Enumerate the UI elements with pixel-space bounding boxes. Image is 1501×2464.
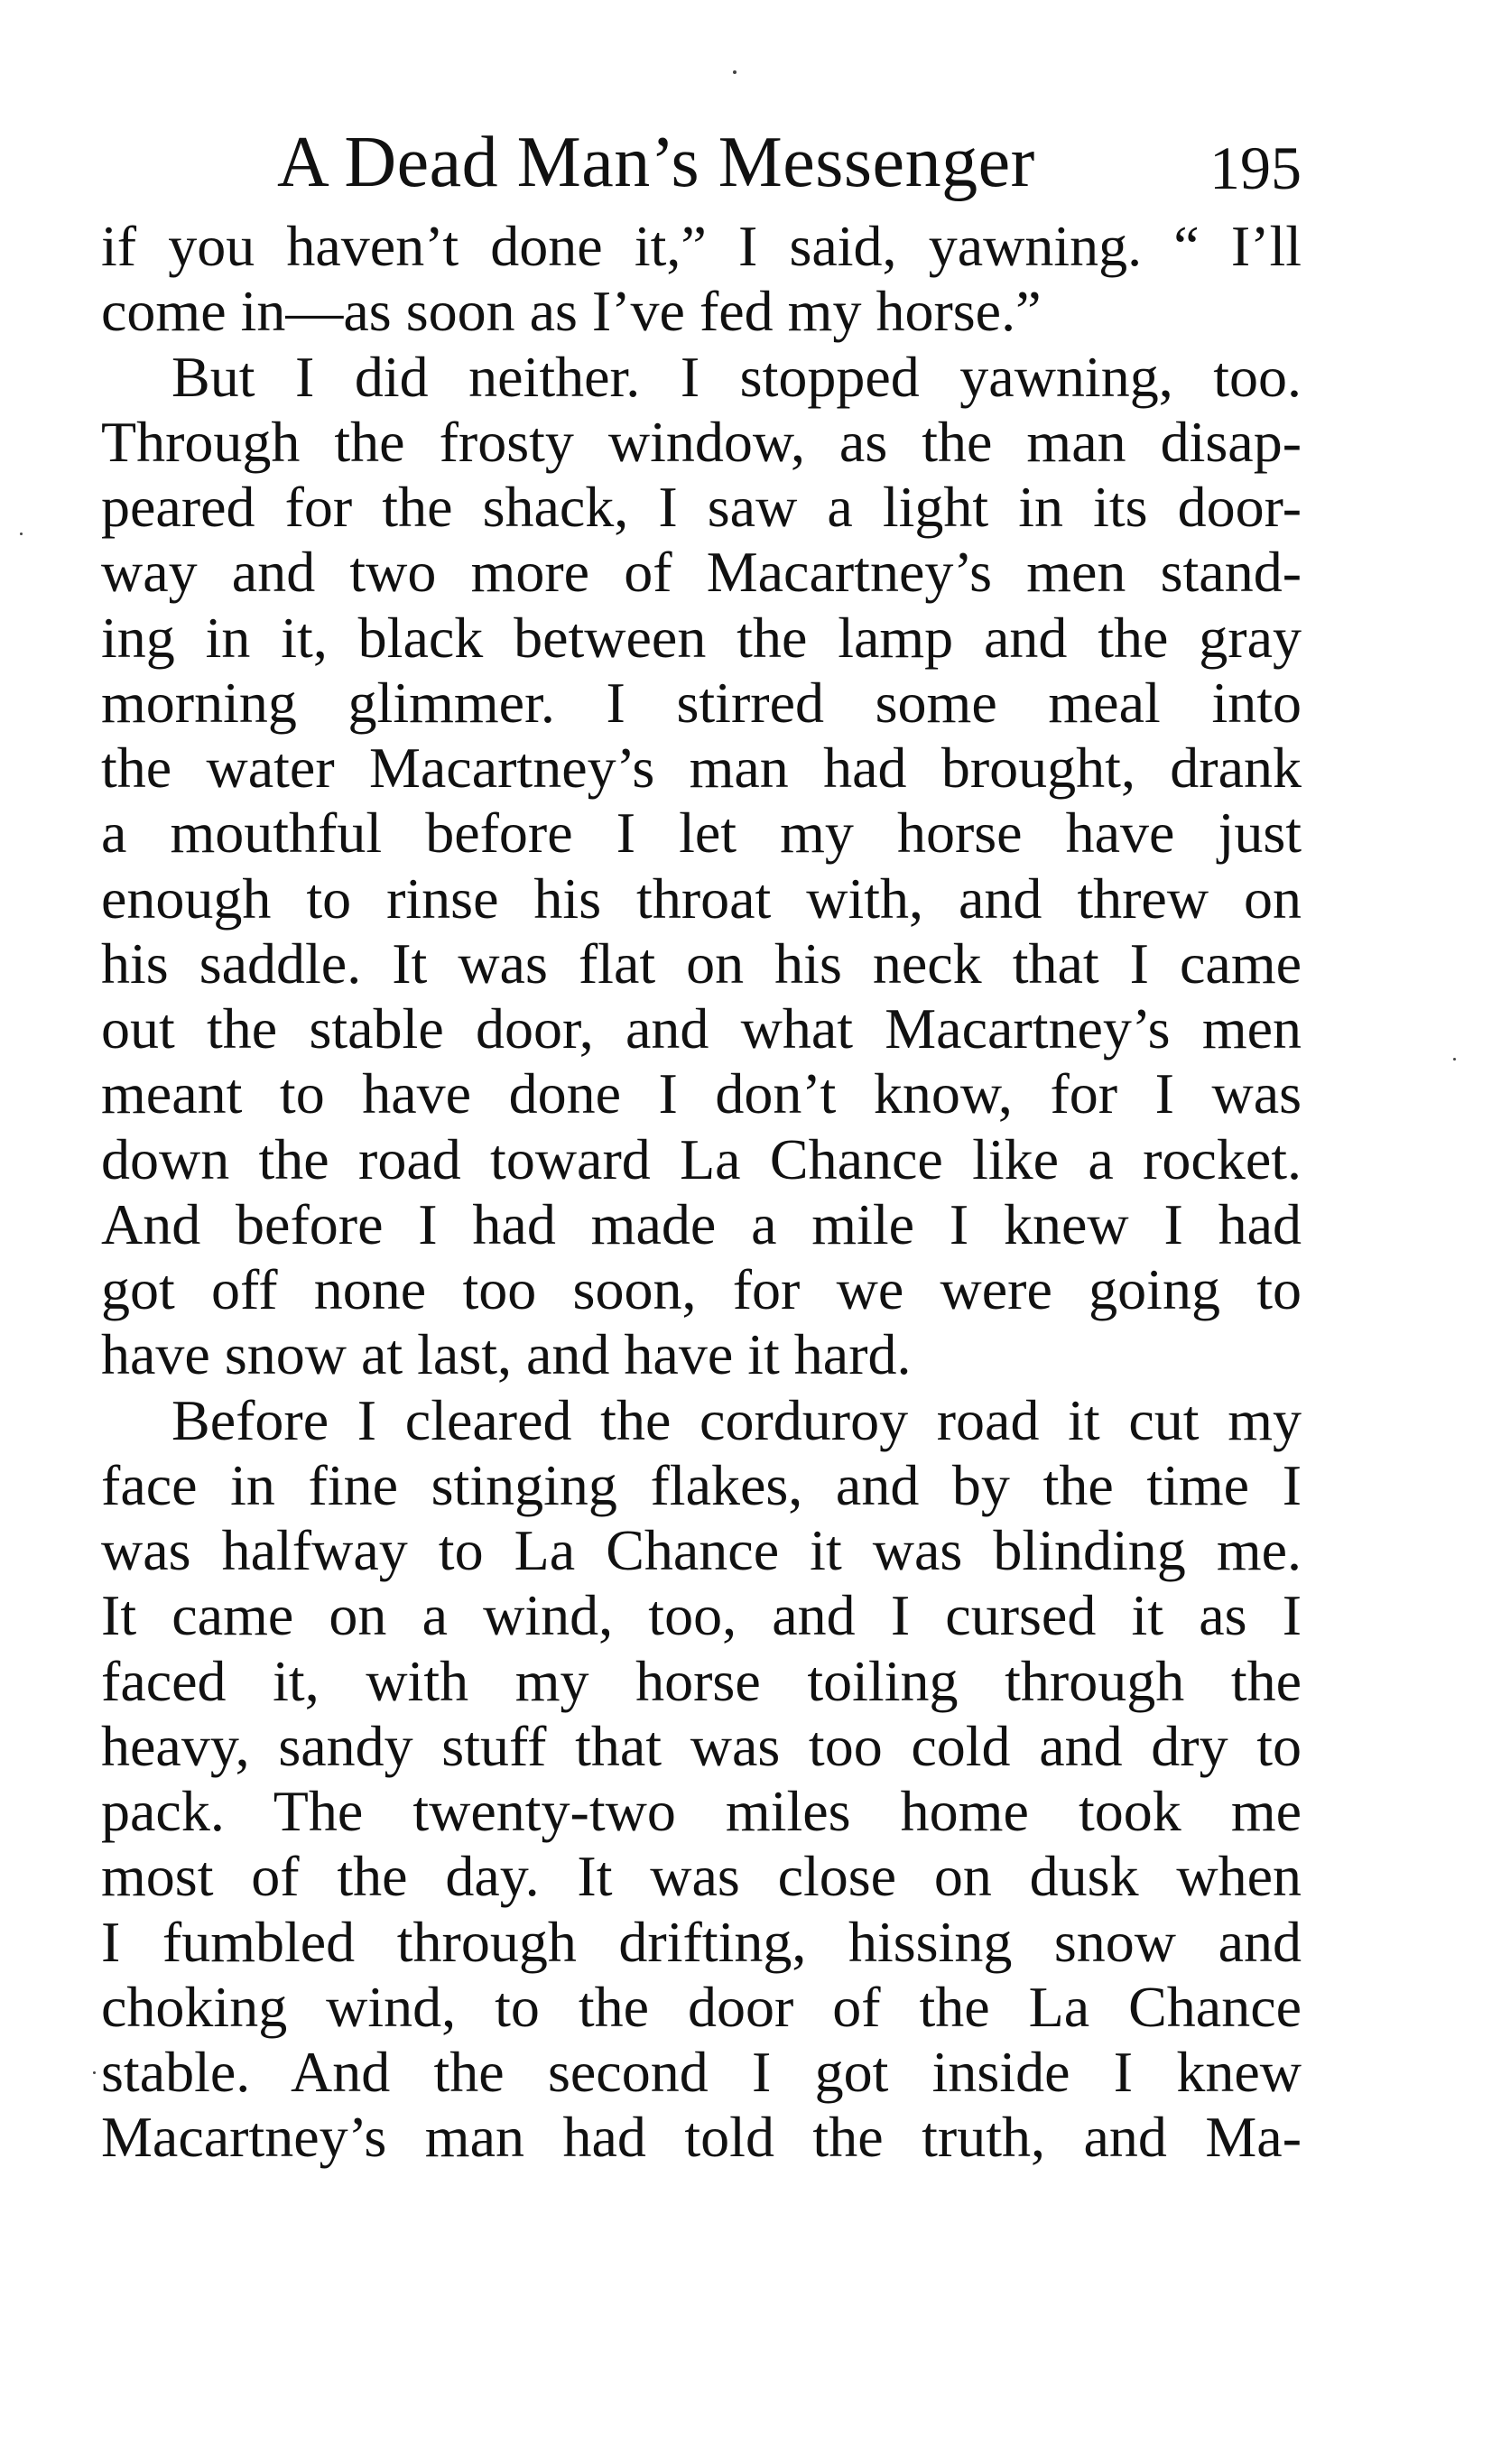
text-line: pack. The twenty-two miles home took me	[101, 1779, 1302, 1843]
text-line: come in—as soon as I’ve fed my horse.”	[101, 279, 1042, 344]
text-line: most of the day. It was close on dusk when	[101, 1844, 1302, 1909]
paper-speck	[733, 70, 737, 74]
text-line: faced it, with my horse toiling through the	[101, 1648, 1302, 1713]
text-line: his saddle. It was flat on his neck that I came	[101, 931, 1302, 996]
text-line: the water Macartney’s man had brought, drank	[101, 736, 1302, 800]
text-line: was halfway to La Chance it was blinding me.	[101, 1518, 1302, 1582]
text-line: It came on a wind, too, and I cursed it as I	[101, 1583, 1302, 1648]
paper-speck	[93, 2071, 96, 2074]
text-line: a mouthful before I let my horse have just	[101, 801, 1302, 866]
text-line: heavy, sandy stuff that was too cold and dry to	[101, 1713, 1302, 1778]
text-line: I fumbled through drifting, hissing snow and	[101, 1909, 1302, 1974]
text-line: way and two more of Macartney’s men stand-	[101, 540, 1302, 605]
page-number: 195	[1209, 134, 1302, 202]
text-line: And before I had made a mile I knew I had	[101, 1191, 1302, 1256]
running-title: A Dead Man’s Messenger	[277, 123, 1035, 202]
text-line: stable. And the second I got inside I knew	[101, 2040, 1302, 2104]
body-text	[101, 214, 1302, 2171]
text-line: Macartney’s man had told the truth, and Ma-	[101, 2105, 1302, 2170]
text-line: have snow at last, and have it hard.	[101, 1322, 912, 1387]
text-line: face in fine stinging flakes, and by the time I	[101, 1452, 1302, 1517]
text-line: morning glimmer. I stirred some meal into	[101, 670, 1302, 735]
text-line: down the road toward La Chance like a rocket.	[101, 1126, 1302, 1191]
page-header	[101, 117, 1302, 208]
text-line: got off none too soon, for we were going to	[101, 1257, 1302, 1321]
text-line: Through the frosty window, as the man disap-	[101, 409, 1302, 474]
text-line: But I did neither. I stopped yawning, too.	[171, 344, 1302, 409]
text-line: choking wind, to the door of the La Chance	[101, 1974, 1302, 2039]
paper-speck	[1453, 1058, 1456, 1061]
text-line: Before I cleared the corduroy road it cut my	[171, 1387, 1302, 1452]
text-line: meant to have done I don’t know, for I was	[101, 1061, 1302, 1126]
text-line: peared for the shack, I saw a light in its door-	[101, 475, 1302, 539]
text-line: enough to rinse his throat with, and threw on	[101, 866, 1302, 931]
text-line: if you haven’t done it,” I said, yawning. “ I’ll	[101, 214, 1302, 278]
text-line: ing in it, black between the lamp and the gray	[101, 605, 1302, 670]
text-line: out the stable door, and what Macartney’s men	[101, 996, 1302, 1061]
paper-speck	[20, 533, 23, 535]
